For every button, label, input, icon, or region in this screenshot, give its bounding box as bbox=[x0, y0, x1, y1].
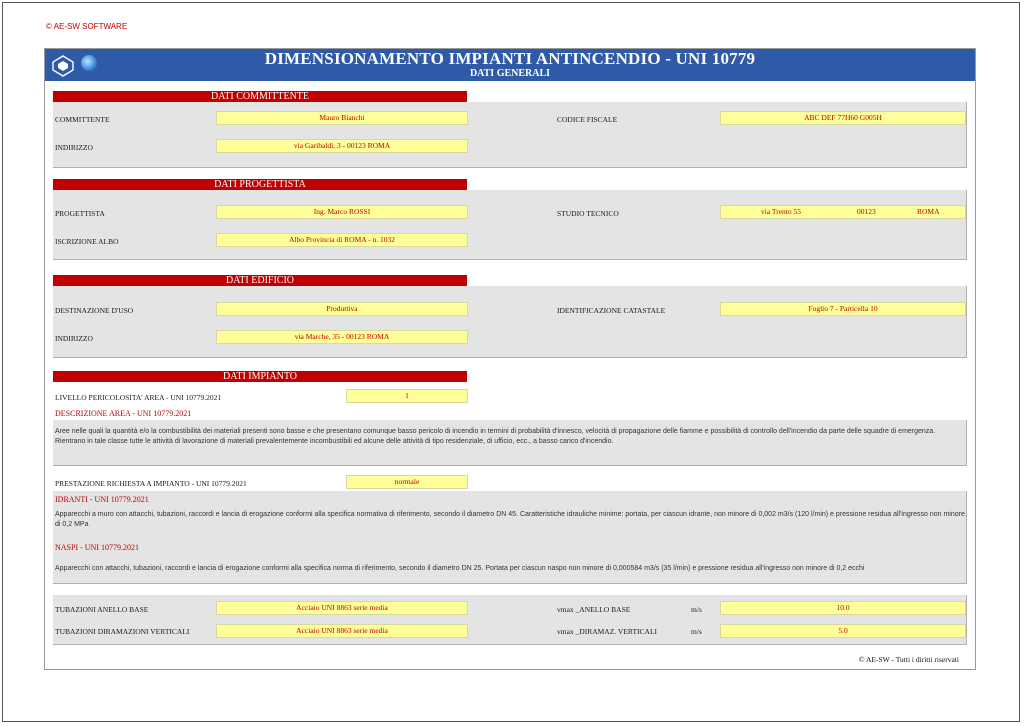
vmax-diramazioni-field[interactable]: 5.0 bbox=[720, 624, 966, 638]
prestazione-label: PRESTAZIONE RICHIESTA A IMPIANTO - UNI 10779.2021 bbox=[55, 479, 247, 488]
panel-edificio bbox=[53, 286, 967, 358]
codice-fiscale-label: CODICE FISCALE bbox=[557, 115, 618, 124]
footer-copyright: © AE-SW - Tutti i diritti riservati bbox=[858, 655, 959, 664]
codice-fiscale-field[interactable]: ABC DEF 77H60 G005H bbox=[720, 111, 966, 125]
descrizione-area-text bbox=[55, 427, 965, 446]
vmax-anello-unit: m/s bbox=[691, 605, 702, 614]
panel-progettista bbox=[53, 190, 967, 260]
top-copyright: © AE-SW SOFTWARE bbox=[46, 22, 128, 31]
section-heading-progettista: DATI PROGETTISTA bbox=[53, 179, 467, 190]
destinazione-label: DESTINAZIONE D'USO bbox=[55, 306, 134, 315]
livello-label: LIVELLO PERICOLOSITA' AREA - UNI 10779.2021 bbox=[55, 393, 222, 402]
catastale-label: IDENTIFICAZIONE CATASTALE bbox=[557, 306, 666, 315]
naspi-text: Apparecchi con attacchi, tubazioni, raccordi e lancia di erogazione conformi alla specifica norma di riferimento, secondo il diametro DN 25. Portata per ciascun naspo non minore di 0,000584 m3/s (35 l/min) e pressione residua all'ingresso non minore di 0,2 ecchi bbox=[55, 565, 865, 572]
studio-citta: ROMA bbox=[917, 207, 940, 216]
destinazione-field[interactable]: Produttiva bbox=[216, 302, 468, 316]
tubazioni-anello-label: TUBAZIONI ANELLO BASE bbox=[55, 605, 149, 614]
idranti-title: IDRANTI - UNI 10779.2021 bbox=[55, 495, 149, 504]
tubazioni-diramazioni-field[interactable]: Acciaio UNI 8863 serie media bbox=[216, 624, 468, 638]
livello-field[interactable]: 1 bbox=[346, 389, 468, 403]
descrizione-line-1: Aree nelle quali la quantità e/o la combustibilità dei materiali presenti sono basse e che presentano comunque basso pericolo di incendio in termini di probabilità d'innesco, velocità di propagazione delle fiamme e possibilità di controllo dell'incendio da parte delle squadre di emergenza. bbox=[55, 428, 936, 435]
descrizione-line-2: Rientrano in tale classe tutte le attività di lavorazione di materiali prevalentemente incombustibili ed alcune delle attività di tipo residenziale, di ufficio, ecc., a basso carico d'incendio. bbox=[55, 437, 614, 445]
aesw-logo-icon bbox=[51, 55, 75, 77]
catastale-field[interactable]: Foglio 7 - Particella 10 bbox=[720, 302, 966, 316]
indirizzo-committente-field[interactable]: via Garibaldi, 3 - 00123 ROMA bbox=[216, 139, 468, 153]
idranti-text: Apparecchi a muro con attacchi, tubazioni, raccordi e lancia di erogazione conformi alla specifica normativa di riferimento, secondo il diametro DN 45. Caratteristiche idrauliche minime: portata, per ciascun idrante, non minore di 0,002 m3/s (120 l/min) e pressione residua all'ingresso non minore di 0,2 MPa bbox=[55, 511, 965, 528]
indirizzo-edificio-field[interactable]: via Marche, 35 - 00123 ROMA bbox=[216, 330, 468, 344]
committente-field[interactable]: Mauro Bianchi bbox=[216, 111, 468, 125]
section-heading-impianto: DATI IMPIANTO bbox=[53, 371, 467, 382]
section-heading-committente: DATI COMMITTENTE bbox=[53, 91, 467, 102]
progettista-field[interactable]: Ing. Marco ROSSI bbox=[216, 205, 468, 219]
naspi-title: NASPI - UNI 10779.2021 bbox=[55, 543, 139, 552]
tubazioni-diramazioni-label: TUBAZIONI DIRAMAZIONI VERTICALI bbox=[55, 627, 190, 636]
studio-tecnico-label: STUDIO TECNICO bbox=[557, 209, 619, 218]
sheet bbox=[44, 48, 976, 670]
section-heading-edificio: DATI EDIFICIO bbox=[53, 275, 467, 286]
iscrizione-albo-field[interactable]: Albo Provincia di ROMA - n. 1032 bbox=[216, 233, 468, 247]
descrizione-area-title: DESCRIZIONE AREA - UNI 10779.2021 bbox=[55, 409, 192, 418]
prestazione-field[interactable]: normale bbox=[346, 475, 468, 489]
indirizzo-edificio-label: INDIRIZZO bbox=[55, 334, 93, 343]
indirizzo-committente-label: INDIRIZZO bbox=[55, 143, 93, 152]
globe-icon bbox=[81, 55, 97, 71]
page-subtitle: DATI GENERALI bbox=[469, 68, 551, 79]
vmax-anello-label: vmax _ANELLO BASE bbox=[557, 605, 631, 614]
studio-cap: 00123 bbox=[857, 207, 876, 216]
progettista-label: PROGETTISTA bbox=[55, 209, 105, 218]
vmax-diramazioni-unit: m/s bbox=[691, 627, 702, 636]
studio-tecnico-field[interactable] bbox=[720, 205, 966, 219]
page-title: DIMENSIONAMENTO IMPIANTI ANTINCENDIO - UNI 10779 bbox=[264, 49, 756, 68]
vmax-diramazioni-label: vmax _DIRAMAZ. VERTICALI bbox=[557, 627, 658, 636]
title-banner bbox=[45, 49, 975, 81]
tubazioni-anello-field[interactable]: Acciaio UNI 8863 serie media bbox=[216, 601, 468, 615]
committente-label: COMMITTENTE bbox=[55, 115, 110, 124]
vmax-anello-field[interactable]: 10.0 bbox=[720, 601, 966, 615]
iscrizione-albo-label: ISCRIZIONE ALBO bbox=[55, 237, 119, 246]
studio-via: via Trento 55 bbox=[761, 207, 802, 216]
